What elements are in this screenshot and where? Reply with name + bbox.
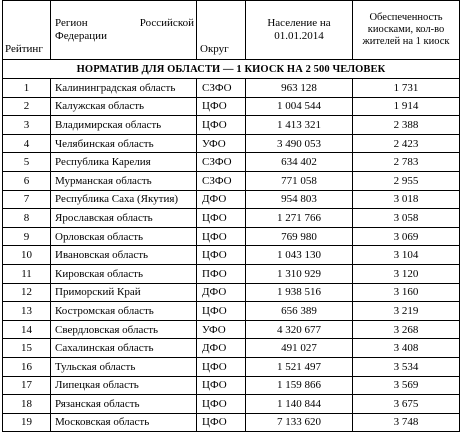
table-row xyxy=(3,264,460,283)
cell-region: Владимирская область xyxy=(51,116,197,135)
cell-district: ЦФО xyxy=(197,413,246,432)
header-rank: Рейтинг xyxy=(3,1,51,60)
cell-district: УФО xyxy=(197,134,246,153)
cell-district: ЦФО xyxy=(197,209,246,228)
cell-kiosk-coverage: 3 120 xyxy=(353,264,460,283)
table-row xyxy=(3,320,460,339)
cell-population: 3 490 053 xyxy=(246,134,353,153)
cell-rank: 16 xyxy=(3,357,51,376)
cell-kiosk-coverage: 3 268 xyxy=(353,320,460,339)
cell-district: ДФО xyxy=(197,339,246,358)
cell-district: ЦФО xyxy=(197,376,246,395)
cell-kiosk-coverage: 3 018 xyxy=(353,190,460,209)
cell-rank: 4 xyxy=(3,134,51,153)
cell-kiosk-coverage: 3 104 xyxy=(353,246,460,265)
cell-region: Орловская область xyxy=(51,227,197,246)
cell-population: 1 521 497 xyxy=(246,357,353,376)
cell-region: Сахалинская область xyxy=(51,339,197,358)
cell-district: ЦФО xyxy=(197,97,246,116)
cell-kiosk-coverage: 1 914 xyxy=(353,97,460,116)
cell-rank: 13 xyxy=(3,302,51,321)
cell-kiosk-coverage: 3 069 xyxy=(353,227,460,246)
cell-rank: 18 xyxy=(3,395,51,414)
cell-population: 954 803 xyxy=(246,190,353,209)
cell-region: Костромская область xyxy=(51,302,197,321)
cell-kiosk-coverage: 3 534 xyxy=(353,357,460,376)
table-row xyxy=(3,413,460,432)
cell-district: СЗФО xyxy=(197,153,246,172)
table-body xyxy=(3,79,460,432)
cell-population: 1 043 130 xyxy=(246,246,353,265)
table-row xyxy=(3,116,460,135)
header-row xyxy=(3,1,460,60)
cell-rank: 8 xyxy=(3,209,51,228)
table-row xyxy=(3,283,460,302)
cell-rank: 9 xyxy=(3,227,51,246)
cell-region: Кировская область xyxy=(51,264,197,283)
table-row xyxy=(3,209,460,228)
header-district: Округ xyxy=(197,1,246,60)
cell-rank: 12 xyxy=(3,283,51,302)
cell-region: Калининградская область xyxy=(51,79,197,98)
cell-region: Рязанская область xyxy=(51,395,197,414)
table-header xyxy=(3,1,460,60)
cell-population: 1 413 321 xyxy=(246,116,353,135)
kiosk-ranking-table xyxy=(2,0,460,432)
cell-rank: 15 xyxy=(3,339,51,358)
cell-district: УФО xyxy=(197,320,246,339)
cell-population: 1 140 844 xyxy=(246,395,353,414)
section-header xyxy=(3,60,460,79)
cell-kiosk-coverage: 3 569 xyxy=(353,376,460,395)
cell-population: 769 980 xyxy=(246,227,353,246)
cell-district: ЦФО xyxy=(197,395,246,414)
cell-district: ДФО xyxy=(197,283,246,302)
table-row xyxy=(3,339,460,358)
cell-rank: 17 xyxy=(3,376,51,395)
cell-rank: 7 xyxy=(3,190,51,209)
cell-kiosk-coverage: 3 058 xyxy=(353,209,460,228)
cell-region: Калужская область xyxy=(51,97,197,116)
section-row xyxy=(3,60,460,79)
table-row xyxy=(3,246,460,265)
cell-district: ДФО xyxy=(197,190,246,209)
cell-population: 1 004 544 xyxy=(246,97,353,116)
header-kiosk-coverage: Обеспеченность киосками, кол-во жителей на 1 киоск xyxy=(353,1,460,60)
cell-region: Московская область xyxy=(51,413,197,432)
cell-rank: 19 xyxy=(3,413,51,432)
header-region-word1: Регион xyxy=(55,17,88,29)
cell-kiosk-coverage: 3 219 xyxy=(353,302,460,321)
cell-rank: 6 xyxy=(3,171,51,190)
cell-rank: 1 xyxy=(3,79,51,98)
cell-rank: 11 xyxy=(3,264,51,283)
section-title: НОРМАТИВ ДЛЯ ОБЛАСТИ — 1 КИОСК НА 2 500 ЧЕЛОВЕК xyxy=(3,60,460,79)
cell-kiosk-coverage: 1 731 xyxy=(353,79,460,98)
cell-region: Республика Карелия xyxy=(51,153,197,172)
table-row xyxy=(3,395,460,414)
header-population: Население на 01.01.2014 xyxy=(246,1,353,60)
header-region-line2: Федерации xyxy=(55,30,107,42)
cell-region: Ивановская область xyxy=(51,246,197,265)
cell-region: Челябинская область xyxy=(51,134,197,153)
cell-kiosk-coverage: 2 423 xyxy=(353,134,460,153)
cell-population: 771 058 xyxy=(246,171,353,190)
cell-population: 4 320 677 xyxy=(246,320,353,339)
cell-district: ЦФО xyxy=(197,357,246,376)
cell-population: 1 938 516 xyxy=(246,283,353,302)
table-row xyxy=(3,302,460,321)
cell-region: Мурманская область xyxy=(51,171,197,190)
cell-rank: 10 xyxy=(3,246,51,265)
cell-population: 7 133 620 xyxy=(246,413,353,432)
cell-population: 491 027 xyxy=(246,339,353,358)
cell-region: Ярославская область xyxy=(51,209,197,228)
cell-region: Свердловская область xyxy=(51,320,197,339)
cell-district: СЗФО xyxy=(197,79,246,98)
cell-population: 1 159 866 xyxy=(246,376,353,395)
table-row xyxy=(3,190,460,209)
table-row xyxy=(3,134,460,153)
cell-region: Тульская область xyxy=(51,357,197,376)
table-row xyxy=(3,357,460,376)
cell-region: Липецкая область xyxy=(51,376,197,395)
cell-district: ПФО xyxy=(197,264,246,283)
table-row xyxy=(3,153,460,172)
table-row xyxy=(3,79,460,98)
table-row xyxy=(3,376,460,395)
cell-population: 1 271 766 xyxy=(246,209,353,228)
header-region-word2: Российской xyxy=(139,17,194,29)
cell-kiosk-coverage: 2 955 xyxy=(353,171,460,190)
cell-kiosk-coverage: 3 408 xyxy=(353,339,460,358)
header-region-line1 xyxy=(55,17,196,30)
cell-district: ЦФО xyxy=(197,246,246,265)
cell-population: 1 310 929 xyxy=(246,264,353,283)
cell-region: Республика Саха (Якутия) xyxy=(51,190,197,209)
cell-kiosk-coverage: 3 675 xyxy=(353,395,460,414)
cell-kiosk-coverage: 2 783 xyxy=(353,153,460,172)
cell-district: ЦФО xyxy=(197,116,246,135)
cell-population: 963 128 xyxy=(246,79,353,98)
table-row xyxy=(3,171,460,190)
cell-kiosk-coverage: 3 160 xyxy=(353,283,460,302)
cell-kiosk-coverage: 3 748 xyxy=(353,413,460,432)
cell-district: ЦФО xyxy=(197,302,246,321)
table-row xyxy=(3,97,460,116)
cell-kiosk-coverage: 2 388 xyxy=(353,116,460,135)
table-row xyxy=(3,227,460,246)
cell-region: Приморский Край xyxy=(51,283,197,302)
cell-rank: 3 xyxy=(3,116,51,135)
cell-district: СЗФО xyxy=(197,171,246,190)
cell-population: 656 389 xyxy=(246,302,353,321)
header-region xyxy=(51,1,197,60)
cell-rank: 14 xyxy=(3,320,51,339)
cell-rank: 5 xyxy=(3,153,51,172)
cell-population: 634 402 xyxy=(246,153,353,172)
cell-rank: 2 xyxy=(3,97,51,116)
cell-district: ЦФО xyxy=(197,227,246,246)
